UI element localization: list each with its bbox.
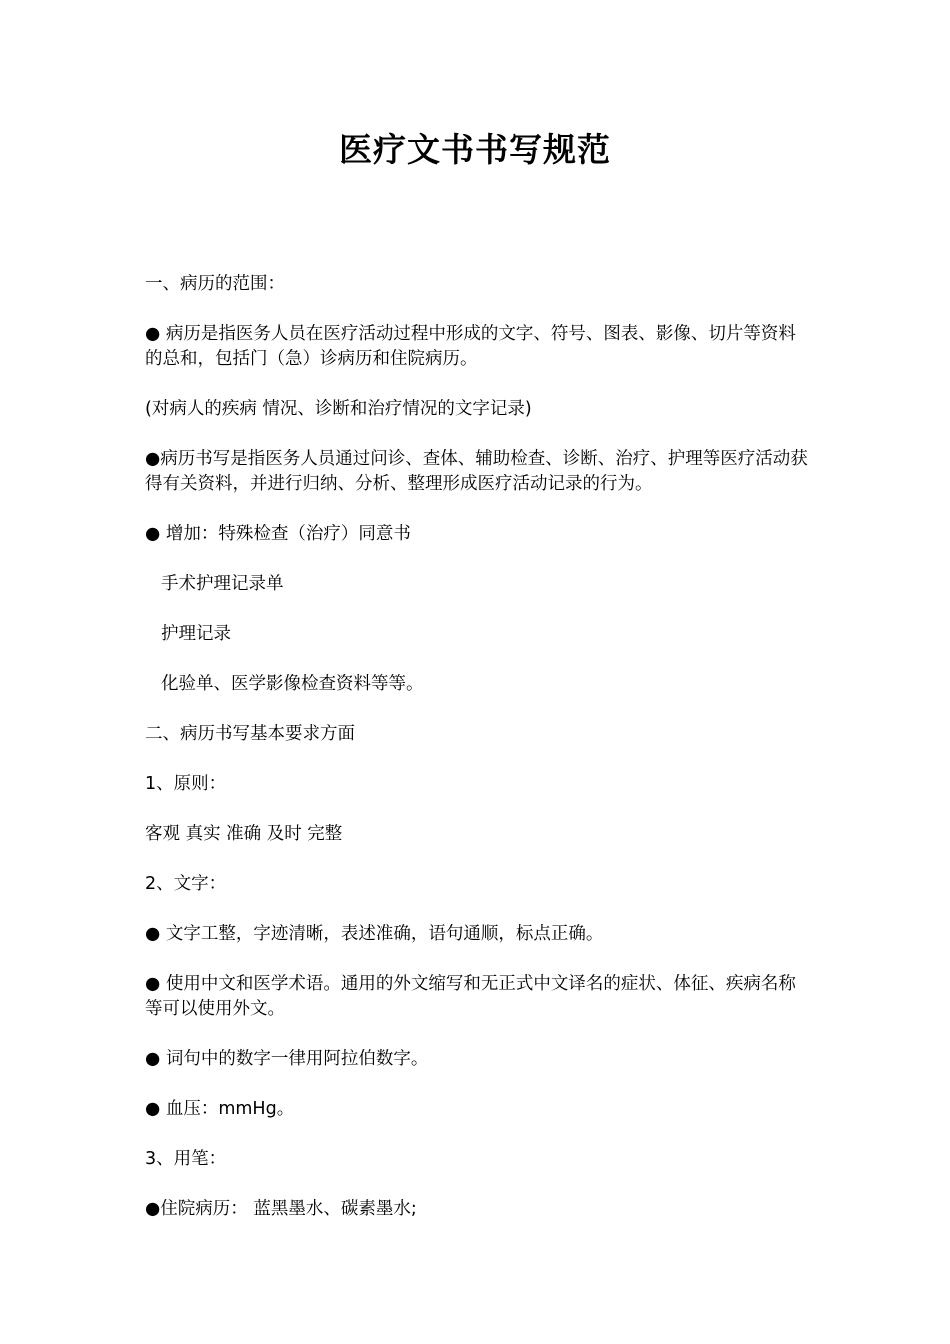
list-item-numbers: ● 词句中的数字一律用阿拉伯数字。	[145, 1049, 429, 1069]
paragraph-definition: ● 病历是指医务人员在医疗活动过程中形成的文字、符号、图表、影像、切片等资料的总和，包括门（急）诊病历和住院病历。	[145, 324, 796, 369]
paragraph-principles: 客观 真实 准确 及时 完整	[145, 824, 343, 844]
list-item-blood-pressure: ● 血压：mmHg。	[145, 1099, 295, 1119]
section-heading-scope: 一、病历的范围：	[145, 274, 285, 294]
paragraph-writing-definition: ●病历书写是指医务人员通过问诊、查体、辅助检查、诊断、治疗、护理等医疗活动获得有关资料，并进行归纳、分析、整理形成医疗活动记录的行为。	[145, 449, 808, 494]
list-item-lab-reports: 化验单、医学影像检查资料等等。	[161, 674, 424, 694]
list-item-inpatient-ink: ●住院病历： 蓝黑墨水、碳素墨水;	[145, 1199, 417, 1219]
subheading-text: 2、文字：	[145, 874, 227, 894]
subheading-pen: 3、用笔：	[145, 1149, 227, 1169]
section-heading-requirements: 二、病历书写基本要求方面	[145, 724, 355, 744]
subheading-principles: 1、原则：	[145, 774, 227, 794]
document-body	[145, 272, 810, 1247]
list-item-additions: ● 增加：特殊检查（治疗）同意书	[145, 524, 411, 544]
list-item-handwriting: ● 文字工整，字迹清晰，表述准确，语句通顺，标点正确。	[145, 924, 604, 944]
list-item-terminology: ● 使用中文和医学术语。通用的外文缩写和无正式中文译名的症状、体征、疾病名称等可以使用外文。	[145, 974, 796, 1019]
list-item-surgery-nursing: 手术护理记录单	[161, 574, 284, 594]
list-item-nursing-record: 护理记录	[161, 624, 231, 644]
document-title: 医疗文书书写规范	[339, 130, 611, 169]
paragraph-note: (对病人的疾病 情况、诊断和治疗情况的文字记录)	[145, 399, 532, 419]
